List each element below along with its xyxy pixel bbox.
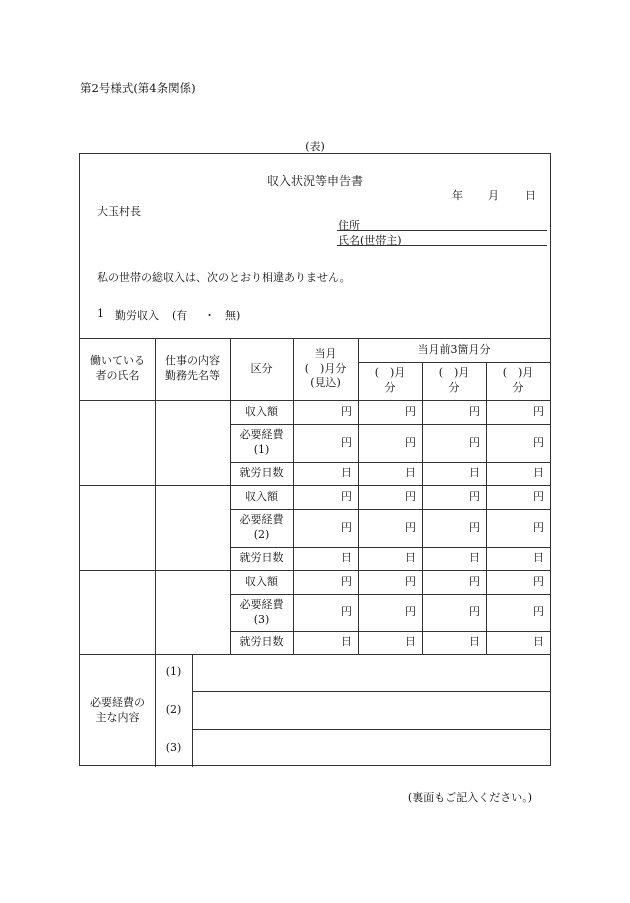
header-prev-month-3: ( )月 分 <box>502 366 534 394</box>
amount-cell[interactable]: 円 <box>469 574 480 588</box>
row-label: 就労日数 <box>239 635 284 649</box>
worker-name-input[interactable] <box>80 485 155 570</box>
side-label: (表) <box>305 140 325 153</box>
expense-item-2: (2) <box>165 702 182 716</box>
amount-cell[interactable]: 円 <box>341 574 352 588</box>
header-worker-name: 働いている 者の氏名 <box>90 354 145 382</box>
amount-cell[interactable]: 日 <box>469 635 480 649</box>
expense-col-line <box>155 654 156 767</box>
date-year: 年 <box>452 189 463 202</box>
name-label: 氏名(世帯主) <box>338 234 402 247</box>
back-note: (裏面もご記入ください。) <box>407 791 532 804</box>
amount-cell[interactable]: 日 <box>533 635 544 649</box>
amount-cell[interactable]: 円 <box>341 489 352 503</box>
amount-cell[interactable]: 円 <box>533 605 544 619</box>
amount-cell[interactable]: 日 <box>533 466 544 480</box>
row-label: 就労日数 <box>239 551 284 565</box>
section1-number: 1 <box>97 307 104 320</box>
amount-cell[interactable]: 円 <box>341 605 352 619</box>
row-label: 収入額 <box>245 574 278 588</box>
row-line <box>230 594 550 595</box>
section1-label: 勤労収入 <box>115 309 159 322</box>
group-line <box>80 485 550 486</box>
expense-item-1: (1) <box>165 665 182 679</box>
statement: 私の世帯の総収入は、次のとおり相違ありません。 <box>97 271 351 284</box>
amount-cell[interactable]: 円 <box>533 404 544 418</box>
col-line <box>155 338 156 654</box>
amount-cell[interactable]: 円 <box>405 435 416 449</box>
table-top-line <box>80 338 550 339</box>
amount-cell[interactable]: 円 <box>405 605 416 619</box>
amount-cell[interactable]: 円 <box>341 435 352 449</box>
amount-cell[interactable]: 日 <box>405 635 416 649</box>
amount-cell[interactable]: 円 <box>469 435 480 449</box>
header-prev-month-1: ( )月 分 <box>374 366 406 394</box>
row-label: 必要経費 (1) <box>239 428 284 456</box>
col-line <box>293 338 294 654</box>
amount-cell[interactable]: 日 <box>405 551 416 565</box>
amount-cell[interactable]: 円 <box>405 520 416 534</box>
expenses-label: 必要経費の 主な内容 <box>90 695 145 724</box>
amount-cell[interactable]: 円 <box>469 404 480 418</box>
header-bottom-line <box>80 400 550 401</box>
amount-cell[interactable]: 円 <box>341 520 352 534</box>
amount-cell[interactable]: 円 <box>405 574 416 588</box>
amount-cell[interactable]: 円 <box>405 404 416 418</box>
expense-line <box>192 691 550 692</box>
amount-cell[interactable]: 円 <box>533 574 544 588</box>
col-line <box>358 338 359 654</box>
amount-cell[interactable]: 日 <box>469 551 480 565</box>
row-line <box>230 462 550 463</box>
application-form <box>79 153 551 766</box>
address-label: 住所 <box>338 219 360 232</box>
amount-cell[interactable]: 円 <box>341 404 352 418</box>
form-number: 第2号様式(第4条関係) <box>80 81 196 95</box>
amount-cell[interactable]: 円 <box>533 489 544 503</box>
address-line[interactable] <box>337 230 547 231</box>
header-prev-month-2: ( )月 分 <box>438 366 470 394</box>
header-job: 仕事の内容 勤務先名等 <box>165 354 220 382</box>
row-line <box>230 424 550 425</box>
job-input[interactable] <box>155 485 230 570</box>
amount-cell[interactable]: 日 <box>341 466 352 480</box>
amount-cell[interactable]: 円 <box>469 605 480 619</box>
job-input[interactable] <box>155 570 230 654</box>
group-line <box>80 570 550 571</box>
col-line <box>230 338 231 654</box>
expense-line <box>192 729 550 730</box>
amount-cell[interactable]: 日 <box>469 466 480 480</box>
expense-input-2[interactable] <box>192 691 550 729</box>
section1-yes[interactable]: (有 <box>172 309 188 322</box>
row-label: 就労日数 <box>239 466 284 480</box>
col-line <box>486 362 487 654</box>
expense-col-line <box>192 654 193 767</box>
date-month: 月 <box>488 189 499 202</box>
date-day: 日 <box>525 189 536 202</box>
amount-cell[interactable]: 円 <box>533 520 544 534</box>
row-label: 収入額 <box>245 489 278 503</box>
section1-no[interactable]: 無) <box>225 309 241 322</box>
amount-cell[interactable]: 円 <box>533 435 544 449</box>
amount-cell[interactable]: 日 <box>341 551 352 565</box>
expense-item-3: (3) <box>165 740 182 754</box>
amount-cell[interactable]: 円 <box>469 489 480 503</box>
row-line <box>230 547 550 548</box>
worker-name-input[interactable] <box>80 570 155 654</box>
amount-cell[interactable]: 円 <box>405 489 416 503</box>
row-line <box>230 509 550 510</box>
amount-cell[interactable]: 日 <box>533 551 544 565</box>
header-prev-months: 当月前3箇月分 <box>417 342 491 356</box>
expense-input-1[interactable] <box>192 654 550 691</box>
expense-input-3[interactable] <box>192 729 550 767</box>
job-input[interactable] <box>155 400 230 485</box>
section1-dot: ・ <box>204 309 215 322</box>
row-label: 必要経費 (2) <box>239 513 284 541</box>
row-line <box>230 631 550 632</box>
name-line[interactable] <box>337 245 547 246</box>
row-label: 収入額 <box>245 404 278 418</box>
row-label: 必要経費 (3) <box>239 597 284 626</box>
prev-months-divider <box>358 362 550 363</box>
addressee: 大玉村長 <box>97 205 141 218</box>
worker-name-input[interactable] <box>80 400 155 485</box>
amount-cell[interactable]: 円 <box>469 520 480 534</box>
header-current-month: 当月 ( )月分 (見込) <box>304 346 347 390</box>
amount-cell[interactable]: 日 <box>341 635 352 649</box>
header-category: 区分 <box>250 361 273 375</box>
amount-cell[interactable]: 日 <box>405 466 416 480</box>
group-line <box>80 654 550 655</box>
col-line <box>422 362 423 654</box>
form-title: 収入状況等申告書 <box>266 174 363 188</box>
